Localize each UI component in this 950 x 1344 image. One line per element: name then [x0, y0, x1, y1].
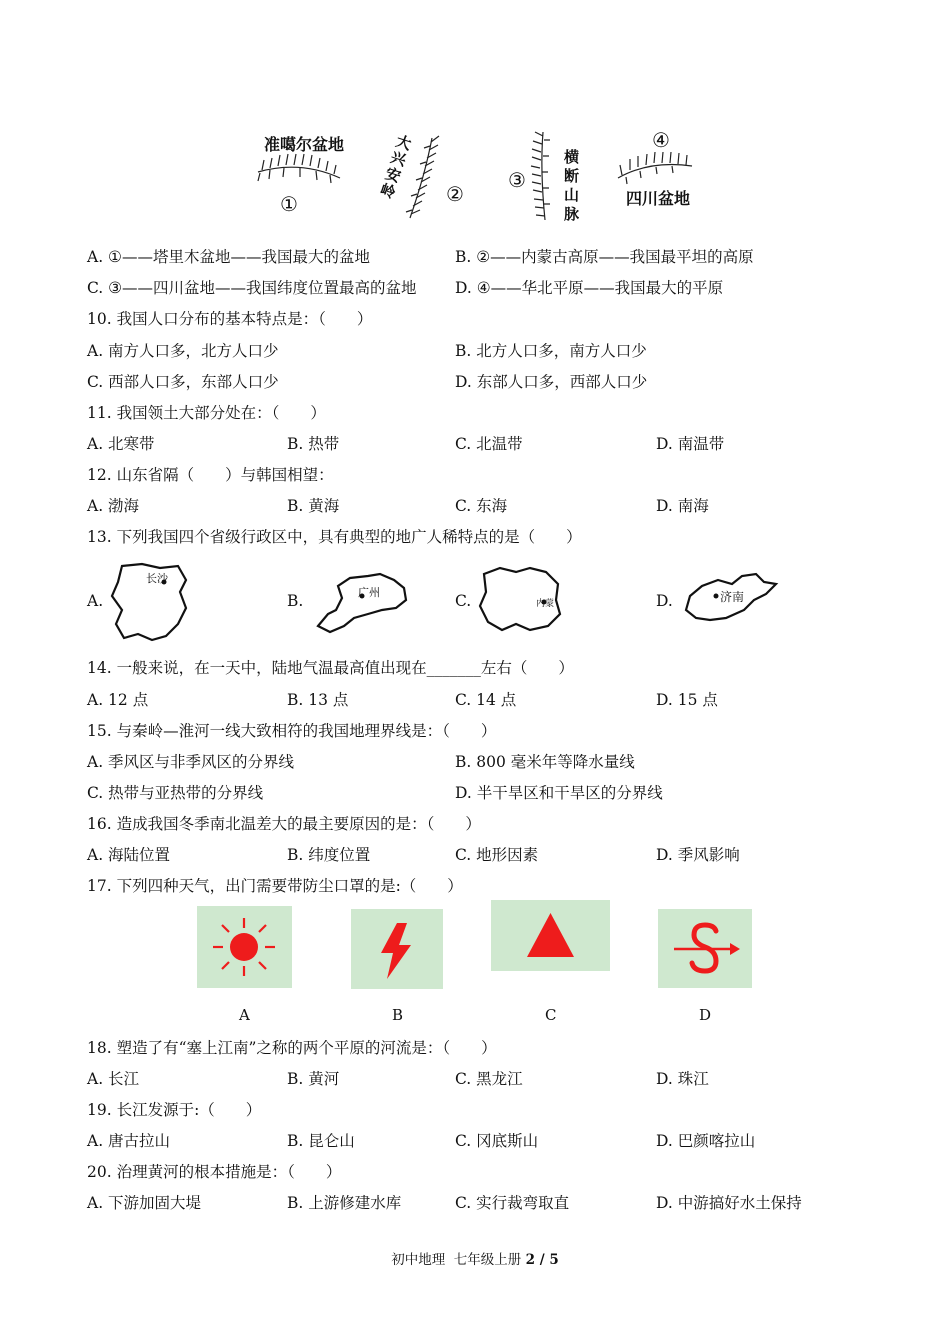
q9-option-c: C. ③——四川盆地——我国纬度位置最高的盆地: [87, 279, 417, 297]
q16-option-d: D. 季风影响: [656, 846, 740, 864]
q9-label-2-char: 岭: [377, 180, 398, 203]
q9-label-3-char: 断: [564, 167, 580, 185]
q9-label-4-name: 四川盆地: [626, 189, 691, 208]
province-map-b-label: 广州: [358, 586, 380, 599]
q9-label-4-num: ④: [652, 128, 670, 152]
q19-option-c: C. 冈底斯山: [455, 1132, 539, 1150]
q12-option-c: C. 东海: [455, 497, 508, 515]
q9-label-2-char: 兴: [388, 148, 409, 170]
q19-option-b: B. 昆仑山: [287, 1132, 355, 1150]
q13-stem: 13. 下列我国四个省级行政区中，具有典型的地广人稀特点的是（ ）: [87, 528, 582, 546]
province-map-a: [108, 560, 190, 642]
q9-label-1-num: ①: [280, 192, 298, 216]
q9-option-b: B. ②——内蒙古高原——我国最平坦的高原: [455, 248, 754, 266]
q14-stem: 14. 一般来说，在一天中，陆地气温最高值出现在_______左右（ ）: [87, 659, 574, 677]
q18-option-b: B. 黄河: [287, 1070, 340, 1088]
q10-option-d: D. 东部人口多，西部人口少: [455, 373, 648, 391]
province-map-d-label: 济南: [720, 590, 745, 604]
q18-option-a: A. 长江: [87, 1070, 140, 1088]
q16-option-a: A. 海陆位置: [87, 846, 171, 864]
q14-option-c: C. 14 点: [455, 691, 517, 709]
q15-option-b: B. 800 毫米年等降水量线: [455, 753, 635, 771]
q9-label-3-char: 脉: [564, 205, 580, 223]
q12-stem: 12. 山东省隔（ ）与韩国相望：: [87, 466, 334, 484]
q11-option-d: D. 南温带: [656, 435, 725, 453]
q20-option-c: C. 实行裁弯取直: [455, 1194, 570, 1212]
weather-lightning-icon: [351, 909, 443, 989]
q20-stem: 20. 治理黄河的根本措施是：（ ）: [87, 1163, 342, 1181]
q9-label-3-name: [564, 148, 582, 224]
q11-stem: 11. 我国领土大部分处在：（ ）: [87, 404, 326, 422]
q19-option-a: A. 唐古拉山: [87, 1132, 171, 1150]
q17-stem: 17. 下列四种天气，出门需要带防尘口罩的是:（ ）: [87, 877, 463, 895]
province-map-c-label: 内蒙: [536, 599, 555, 609]
q14-option-d: D. 15 点: [656, 691, 718, 709]
q20-option-a: A. 下游加固大堤: [87, 1194, 202, 1212]
province-map-c: [476, 564, 562, 634]
page-number-current: 2: [525, 1252, 536, 1268]
q9-landform-figure: [240, 120, 710, 235]
province-map-a-label: 长沙: [146, 572, 168, 585]
q10-stem: 10. 我国人口分布的基本特点是：（ ）: [87, 310, 373, 328]
weather-label-c: C: [545, 1006, 557, 1024]
q11-option-c: C. 北温带: [455, 435, 523, 453]
page-number-total: 5: [549, 1252, 559, 1268]
q15-option-a: A. 季风区与非季风区的分界线: [87, 753, 295, 771]
page-number-separator: /: [535, 1252, 550, 1268]
weather-sun-icon: [197, 906, 292, 988]
weather-triangle-icon: [491, 900, 610, 971]
q14-option-b: B. 13 点: [287, 691, 349, 709]
q12-option-a: A. 渤海: [87, 497, 140, 515]
q15-option-d: D. 半干旱区和干旱区的分界线: [455, 784, 663, 802]
province-map-d: [680, 570, 780, 624]
q9-label-2-char: 大: [393, 131, 414, 154]
q20-option-d: D. 中游搞好水土保持: [656, 1194, 802, 1212]
q13-option-c-letter: C.: [455, 592, 472, 610]
q9-label-3-num: ③: [508, 168, 526, 192]
page-footer: [0, 1248, 950, 1268]
q11-option-a: A. 北寒带: [87, 435, 155, 453]
q15-stem: 15. 与秦岭—淮河一线大致相符的我国地理界线是：（ ）: [87, 722, 497, 740]
q14-option-a: A. 12 点: [87, 691, 149, 709]
province-map-b: [310, 570, 410, 634]
q20-option-b: B. 上游修建水库: [287, 1194, 402, 1212]
q9-label-3-char: 山: [564, 186, 580, 204]
q13-option-b-letter: B.: [287, 592, 304, 610]
weather-label-d: D: [699, 1006, 712, 1024]
q12-option-b: B. 黄海: [287, 497, 340, 515]
q9-label-2-char: 安: [383, 164, 404, 187]
weather-sandstorm-icon: [658, 909, 752, 988]
q10-option-c: C. 西部人口多，东部人口少: [87, 373, 279, 391]
q16-option-b: B. 纬度位置: [287, 846, 371, 864]
q16-option-c: C. 地形因素: [455, 846, 539, 864]
q13-option-a-letter: A.: [87, 592, 104, 610]
q10-option-b: B. 北方人口多，南方人口少: [455, 342, 647, 360]
q13-option-d-letter: D.: [656, 592, 673, 610]
q18-stem: 18. 塑造了有“塞上江南”之称的两个平原的河流是：（ ）: [87, 1039, 497, 1057]
q19-option-d: D. 巴颜喀拉山: [656, 1132, 756, 1150]
q9-label-2-num: ②: [446, 182, 464, 206]
footer-title: 初中地理 七年级上册: [391, 1252, 522, 1268]
q9-label-3-char: 横: [564, 148, 580, 166]
weather-label-b: B: [392, 1006, 404, 1024]
q18-option-c: C. 黑龙江: [455, 1070, 523, 1088]
q12-option-d: D. 南海: [656, 497, 709, 515]
q16-stem: 16. 造成我国冬季南北温差大的最主要原因的是：（ ）: [87, 815, 481, 833]
q11-option-b: B. 热带: [287, 435, 340, 453]
q9-option-a: A. ①——塔里木盆地——我国最大的盆地: [87, 248, 370, 266]
q9-option-d: D. ④——华北平原——我国最大的平原: [455, 279, 724, 297]
q9-label-1-name: 准噶尔盆地: [264, 135, 345, 154]
q19-stem: 19. 长江发源于:（ ）: [87, 1101, 262, 1119]
q10-option-a: A. 南方人口多，北方人口少: [87, 342, 279, 360]
weather-label-a: A: [239, 1006, 250, 1024]
q15-option-c: C. 热带与亚热带的分界线: [87, 784, 264, 802]
q18-option-d: D. 珠江: [656, 1070, 709, 1088]
